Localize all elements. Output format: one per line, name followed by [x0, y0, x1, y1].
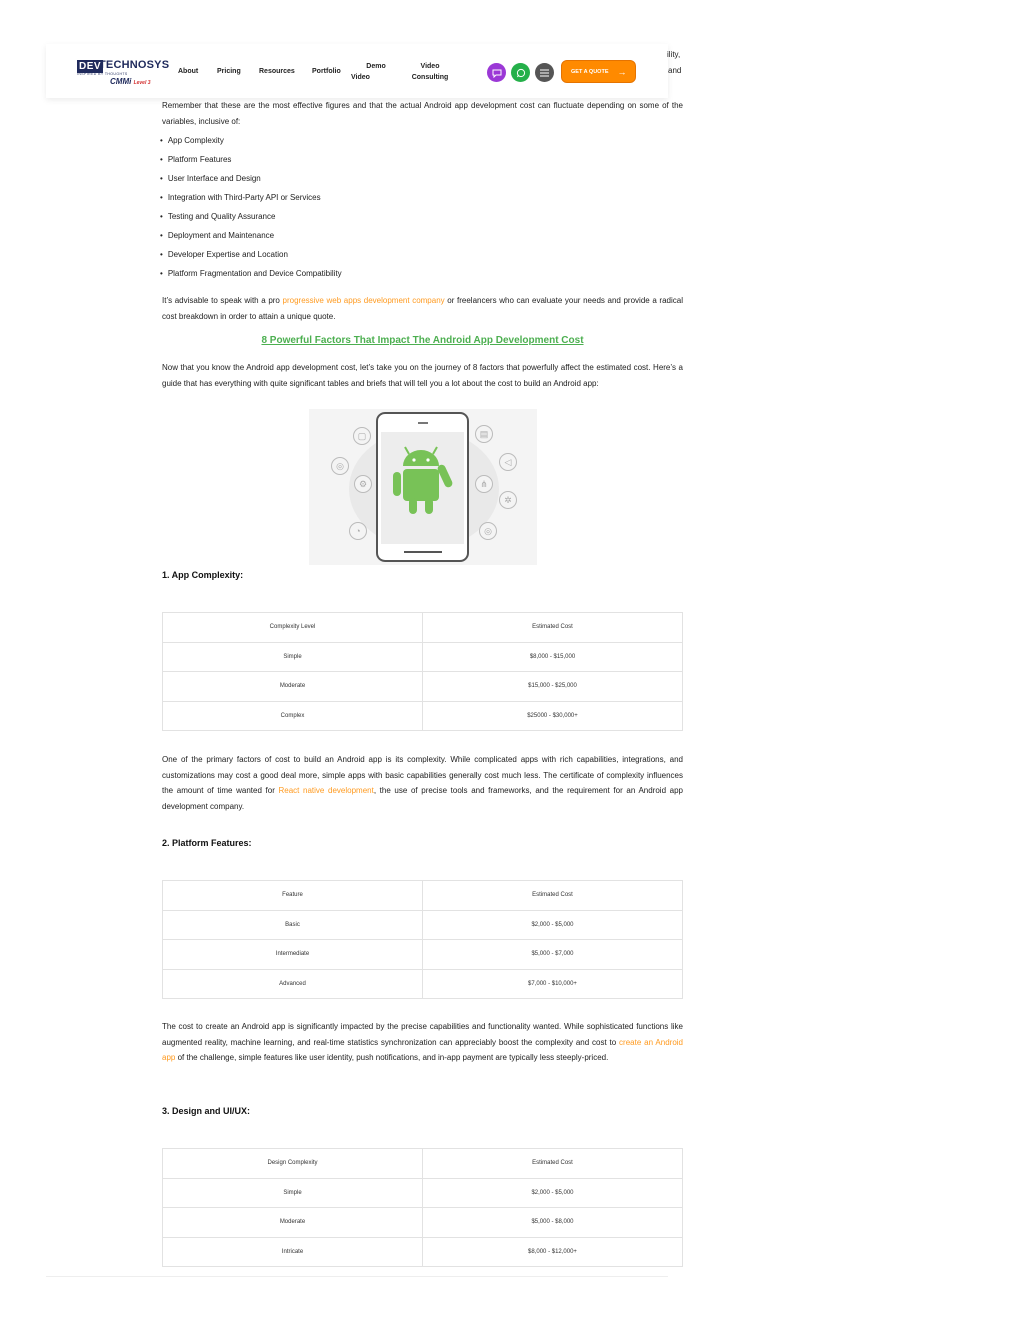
nav-video-consulting-line2: Consulting	[411, 74, 449, 81]
advice-text-before: It’s advisable to speak with a pro	[162, 296, 283, 305]
overflow-text-2: and	[668, 66, 682, 75]
get-a-quote-label: GET A QUOTE	[571, 68, 609, 75]
advice-paragraph	[162, 293, 683, 324]
table-header: Estimated Cost	[423, 613, 683, 643]
whatsapp-button[interactable]	[511, 63, 530, 82]
nav-pricing[interactable]: Pricing	[217, 68, 241, 75]
table-header: Complexity Level	[163, 613, 423, 643]
table-cell: $5,000 - $8,000	[423, 1208, 683, 1238]
design-uiux-table	[162, 1148, 683, 1267]
table-cell: Simple	[163, 642, 423, 672]
nav-demo-video-line1: Demo	[366, 63, 386, 70]
table-cell: Advanced	[163, 969, 423, 999]
table-row	[163, 613, 683, 643]
logo-cmmi	[110, 77, 151, 86]
table-row	[163, 1178, 683, 1208]
table-cell: Basic	[163, 910, 423, 940]
table-header: Estimated Cost	[423, 881, 683, 911]
table-row	[163, 1208, 683, 1238]
intro-paragraph: Remember that these are the most effective figures and that the actual Android app development cost can fluctuate depending on some of the variables, inclusive of:	[162, 101, 683, 126]
table-cell: $7,000 - $10,000+	[423, 969, 683, 999]
table-row	[163, 969, 683, 999]
logo-cmmi-text: CMMi	[110, 77, 132, 86]
list-item: • Platform Features	[160, 155, 231, 164]
logo-tagline: INSPIRED BY THOUGHTS	[77, 72, 128, 76]
table-cell: $2,000 - $5,000	[423, 910, 683, 940]
logo-dev: DEV	[79, 61, 102, 72]
advice-text-after: or freelancers who can evaluate your needs and provide a radical cost breakdown in order to attain a unique quote.	[162, 296, 683, 321]
table-cell: Complex	[163, 701, 423, 731]
table-cell: $25000 - $30,000+	[423, 701, 683, 731]
whatsapp-icon	[516, 68, 526, 78]
table-cell: $15,000 - $25,000	[423, 672, 683, 702]
section-title-app-complexity: 1. App Complexity:	[162, 570, 244, 580]
table-cell: Simple	[163, 1178, 423, 1208]
arrow-right-icon: →	[617, 66, 627, 77]
list-item: • Integration with Third-Party API or Services	[160, 193, 321, 202]
table-row	[163, 672, 683, 702]
list-item: • User Interface and Design	[160, 174, 261, 183]
section-title-platform-features: 2. Platform Features:	[162, 838, 252, 848]
logo-cmmi-level: Level 3	[133, 80, 151, 86]
create-android-app-link[interactable]: create an Android app	[162, 1037, 683, 1062]
factors-heading[interactable]: 8 Powerful Factors That Impact The Android App Development Cost	[261, 335, 584, 346]
menu-icon	[540, 69, 549, 77]
app-complexity-paragraph	[162, 752, 683, 814]
list-item: • Platform Fragmentation and Device Compatibility	[160, 269, 342, 278]
chat-bubble-icon: ◔	[349, 522, 367, 540]
table-cell: $8,000 - $15,000	[423, 642, 683, 672]
app-complexity-table	[162, 612, 683, 731]
table-row	[163, 1237, 683, 1267]
list-item: • Testing and Quality Assurance	[160, 212, 275, 221]
nav-video-consulting[interactable]	[408, 61, 452, 83]
table-cell: Intermediate	[163, 940, 423, 970]
table-row	[163, 881, 683, 911]
list-item: • Developer Expertise and Location	[160, 250, 288, 259]
table-cell: $8,000 - $12,000+	[423, 1237, 683, 1267]
get-a-quote-button[interactable]	[561, 60, 636, 83]
table-cell: $2,000 - $5,000	[423, 1178, 683, 1208]
phone-screen	[381, 432, 464, 544]
section1-text-after: , the use of precise tools and frameworks, and the requirement for an Android app development company.	[162, 786, 683, 811]
table-header: Design Complexity	[163, 1149, 423, 1179]
site-header	[46, 44, 668, 98]
pwa-company-link[interactable]: progressive web apps development company	[282, 296, 445, 305]
table-cell: Moderate	[163, 1208, 423, 1238]
nav-portfolio[interactable]: Portfolio	[312, 68, 341, 75]
globe-icon-2: ◎	[479, 522, 497, 540]
devtechnosys-logo[interactable]	[77, 58, 170, 86]
nav-video-consulting-line1: Video	[420, 63, 440, 70]
android-illustration	[309, 409, 537, 565]
logo-technosys: TECHNOSYS	[99, 59, 170, 71]
react-native-link[interactable]: React native development	[278, 786, 374, 795]
footer-divider	[46, 1276, 668, 1277]
phone-home-bar	[404, 551, 442, 553]
menu-button[interactable]	[535, 63, 554, 82]
megaphone-icon: ◁	[499, 453, 517, 471]
list-item: • Deployment and Maintenance	[160, 231, 274, 240]
section2-text-before: The cost to create an Android app is significantly impacted by the precise capabilities and functionality wanted. While sophisticated functions like augmented reality, machine learning, and real-time statistics synchronization can appreciably boost the complexity and cost to	[162, 1022, 683, 1047]
settings-icon: ✲	[499, 491, 517, 509]
section2-text-after: of the challenge, simple features like user identity, push notifications, and in-app payment are typically less steeply-priced.	[175, 1053, 609, 1062]
android-icon	[381, 432, 464, 544]
list-item: • App Complexity	[160, 136, 224, 145]
section-title-design-uiux: 3. Design and UI/UX:	[162, 1106, 251, 1116]
section1-text-before: One of the primary factors of cost to build an Android app is its complexity. While complicated apps with rich capabilities, integrations, and customizations may cost a good deal more, simple apps with basic capabilities generally cost much less. The certificate of complexity influences the amount of time wanted for	[162, 755, 683, 795]
overflow-text-1: ility,	[667, 50, 681, 59]
table-row	[163, 910, 683, 940]
gear-icon: ⚙	[354, 475, 372, 493]
table-row	[163, 1149, 683, 1179]
network-icon: ⋔	[475, 475, 493, 493]
phone-icon	[376, 412, 469, 562]
table-row	[163, 642, 683, 672]
shield-icon: ▢	[353, 427, 371, 445]
table-cell: Intricate	[163, 1237, 423, 1267]
nav-about[interactable]: About	[178, 68, 199, 75]
nav-resources[interactable]: Resources	[259, 68, 295, 75]
nav-demo-video[interactable]	[351, 61, 389, 83]
table-row	[163, 701, 683, 731]
table-cell: $5,000 - $7,000	[423, 940, 683, 970]
phone-speaker	[418, 422, 428, 424]
table-header: Feature	[163, 881, 423, 911]
platform-features-table	[162, 880, 683, 999]
nav-demo-video-line2: Video	[351, 74, 370, 81]
chat-button[interactable]	[487, 63, 506, 82]
table-cell: Moderate	[163, 672, 423, 702]
platform-features-paragraph	[162, 1019, 683, 1066]
globe-icon: ◎	[331, 457, 349, 475]
factors-intro: Now that you know the Android app development cost, let’s take you on the journey of 8 factors that powerfully affect the estimated cost. Here’s a guide that has everything with quite significant tables and briefs that will tell you a lot about the cost to build an Android app:	[162, 363, 683, 388]
chat-icon	[492, 68, 502, 78]
document-icon: ▤	[475, 425, 493, 443]
table-row	[163, 940, 683, 970]
table-header: Estimated Cost	[423, 1149, 683, 1179]
